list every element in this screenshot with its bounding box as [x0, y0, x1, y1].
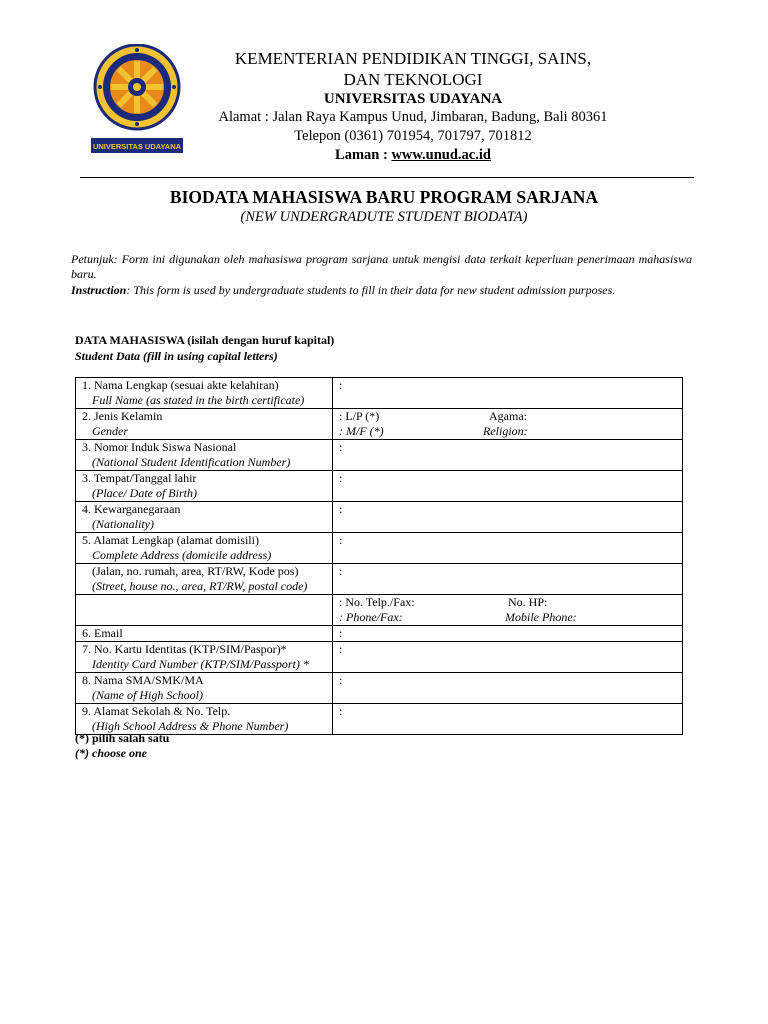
section-subtitle: Student Data (fill in using capital letters): [75, 349, 278, 363]
field-label-id: Alamat Sekolah & No. Telp.: [93, 704, 231, 718]
field-label-en: (Street, house no., area, RT/RW, postal code): [92, 579, 308, 593]
form-row: [76, 642, 683, 673]
footnote-id: (*) pilih salah satu: [75, 731, 170, 745]
footnote-en: (*) choose one: [75, 746, 147, 760]
field-number: 5.: [82, 533, 91, 547]
form-row: [76, 673, 683, 704]
field-value[interactable]: [333, 595, 683, 626]
field-number: 4.: [82, 502, 91, 516]
field-label-en: (Place/ Date of Birth): [92, 486, 197, 500]
field-label: [76, 378, 333, 409]
form-row: [76, 595, 683, 626]
field-label: [76, 564, 333, 595]
university-name: UNIVERSITAS UDAYANA: [323, 91, 503, 107]
field-label-id: Alamat Lengkap (alamat domisili): [93, 533, 259, 547]
field-value-text: : No. Telp./Fax:: [339, 595, 415, 609]
field-label-id: Nomor Induk Siswa Nasional: [94, 440, 237, 454]
field-number: 6.: [82, 626, 91, 640]
field-value[interactable]: [333, 673, 683, 704]
field-value-en: : M/F (*): [339, 424, 384, 438]
form-row: [76, 409, 683, 440]
student-data-table: [75, 377, 683, 735]
instruction-en: [71, 283, 692, 298]
secondary-label-id: No. HP:: [508, 595, 548, 609]
field-label-id: No. Kartu Identitas (KTP/SIM/Paspor)*: [94, 642, 287, 656]
web-link[interactable]: www.unud.ac.id: [391, 147, 491, 163]
field-label-en: (High School Address & Phone Number): [92, 719, 289, 733]
form-row: [76, 533, 683, 564]
field-label-en: Full Name (as stated in the birth certificate): [92, 393, 305, 407]
secondary-label-id: Agama:: [489, 409, 527, 423]
university-logo: [89, 44, 185, 156]
form-row: [76, 564, 683, 595]
secondary-field[interactable]: [483, 409, 528, 439]
field-value[interactable]: [333, 704, 683, 735]
form-title: BIODATA MAHASISWA BARU PROGRAM SARJANA: [169, 187, 599, 207]
form-row: [76, 502, 683, 533]
field-value-text: :: [339, 673, 343, 687]
field-value-text: :: [339, 642, 343, 656]
instruction-label: Instruction: [71, 283, 127, 297]
field-label: [76, 626, 333, 642]
form-row: [76, 704, 683, 735]
field-label: [76, 673, 333, 704]
field-value-text: :: [339, 704, 343, 718]
form-row: [76, 471, 683, 502]
secondary-label-en: Mobile Phone:: [505, 610, 577, 624]
instruction-id: Petunjuk: Form ini digunakan oleh mahasiswa program sarjana untuk mengisi data terkait keperluan penerimaan mahasiswa baru.: [71, 252, 692, 281]
field-label: [76, 409, 333, 440]
field-label-en: (Nationality): [92, 517, 154, 531]
field-value[interactable]: [333, 564, 683, 595]
field-number: 9.: [82, 704, 91, 718]
field-value-text: :: [339, 533, 343, 547]
web-label: Laman :: [335, 147, 392, 163]
field-value[interactable]: [333, 533, 683, 564]
logo-text: UNIVERSITAS UDAYANA: [92, 142, 182, 151]
field-value[interactable]: [333, 626, 683, 642]
field-label: [76, 642, 333, 673]
field-number: 3.: [82, 440, 91, 454]
field-value[interactable]: [333, 440, 683, 471]
field-label: [76, 595, 333, 626]
field-label-id: Jenis Kelamin: [94, 409, 163, 423]
secondary-label-en: Religion:: [483, 424, 528, 438]
letterhead: [188, 48, 638, 165]
field-value[interactable]: [333, 502, 683, 533]
field-label-id: Email: [94, 626, 123, 640]
field-label-en: Identity Card Number (KTP/SIM/Passport) *: [92, 657, 309, 671]
form-row: [76, 378, 683, 409]
ministry-line-1: KEMENTERIAN PENDIDIKAN TINGGI, SAINS,: [234, 49, 592, 68]
field-label: [76, 502, 333, 533]
field-label-id: Kewarganegaraan: [94, 502, 181, 516]
field-value-text: :: [339, 564, 343, 578]
website: [188, 146, 638, 165]
field-label-en: (National Student Identification Number): [92, 455, 291, 469]
field-value-text: : L/P (*): [339, 409, 380, 423]
secondary-field[interactable]: [505, 595, 577, 625]
header-divider: [80, 177, 694, 178]
field-number: 7.: [82, 642, 91, 656]
field-value-text: :: [339, 378, 343, 392]
field-value[interactable]: [333, 409, 683, 440]
field-number: 8.: [82, 673, 91, 687]
field-value-text: :: [339, 471, 343, 485]
field-label: [76, 533, 333, 564]
field-label-id: Tempat/Tanggal lahir: [93, 471, 197, 485]
field-value[interactable]: [333, 378, 683, 409]
ministry-line-2: DAN TEKNOLOGI: [343, 70, 483, 89]
form-row: [76, 626, 683, 642]
field-value-text: :: [339, 626, 343, 640]
address: Alamat : Jalan Raya Kampus Unud, Jimbaran, Badung, Bali 80361: [218, 109, 608, 125]
field-value-text: :: [339, 502, 343, 516]
field-value-en: : Phone/Fax:: [339, 610, 403, 624]
field-value[interactable]: [333, 471, 683, 502]
field-label-en: Gender: [92, 424, 128, 438]
field-number: 1.: [82, 378, 91, 392]
field-label-id: Nama SMA/SMK/MA: [94, 673, 204, 687]
field-number: 3.: [82, 471, 91, 485]
field-label: [76, 440, 333, 471]
form-row: [76, 440, 683, 471]
field-label-en: Complete Address (domicile address): [92, 548, 272, 562]
field-value[interactable]: [333, 642, 683, 673]
field-number: 2.: [82, 409, 91, 423]
field-label-id: (Jalan, no. rumah, area, RT/RW, Kode pos): [92, 564, 299, 578]
field-label: [76, 704, 333, 735]
form-subtitle: (NEW UNDERGRADUTE STUDENT BIODATA): [240, 209, 528, 225]
instruction-text: : This form is used by undergraduate students to fill in their data for new student admission purposes.: [126, 283, 616, 297]
field-value-text: :: [339, 440, 343, 454]
phone: Telepon (0361) 701954, 701797, 701812: [294, 128, 532, 144]
field-label-en: (Name of High School): [92, 688, 203, 702]
field-label: [76, 471, 333, 502]
field-label-id: Nama Lengkap (sesuai akte kelahiran): [94, 378, 279, 392]
section-title: DATA MAHASISWA (isilah dengan huruf kapital): [75, 333, 335, 347]
